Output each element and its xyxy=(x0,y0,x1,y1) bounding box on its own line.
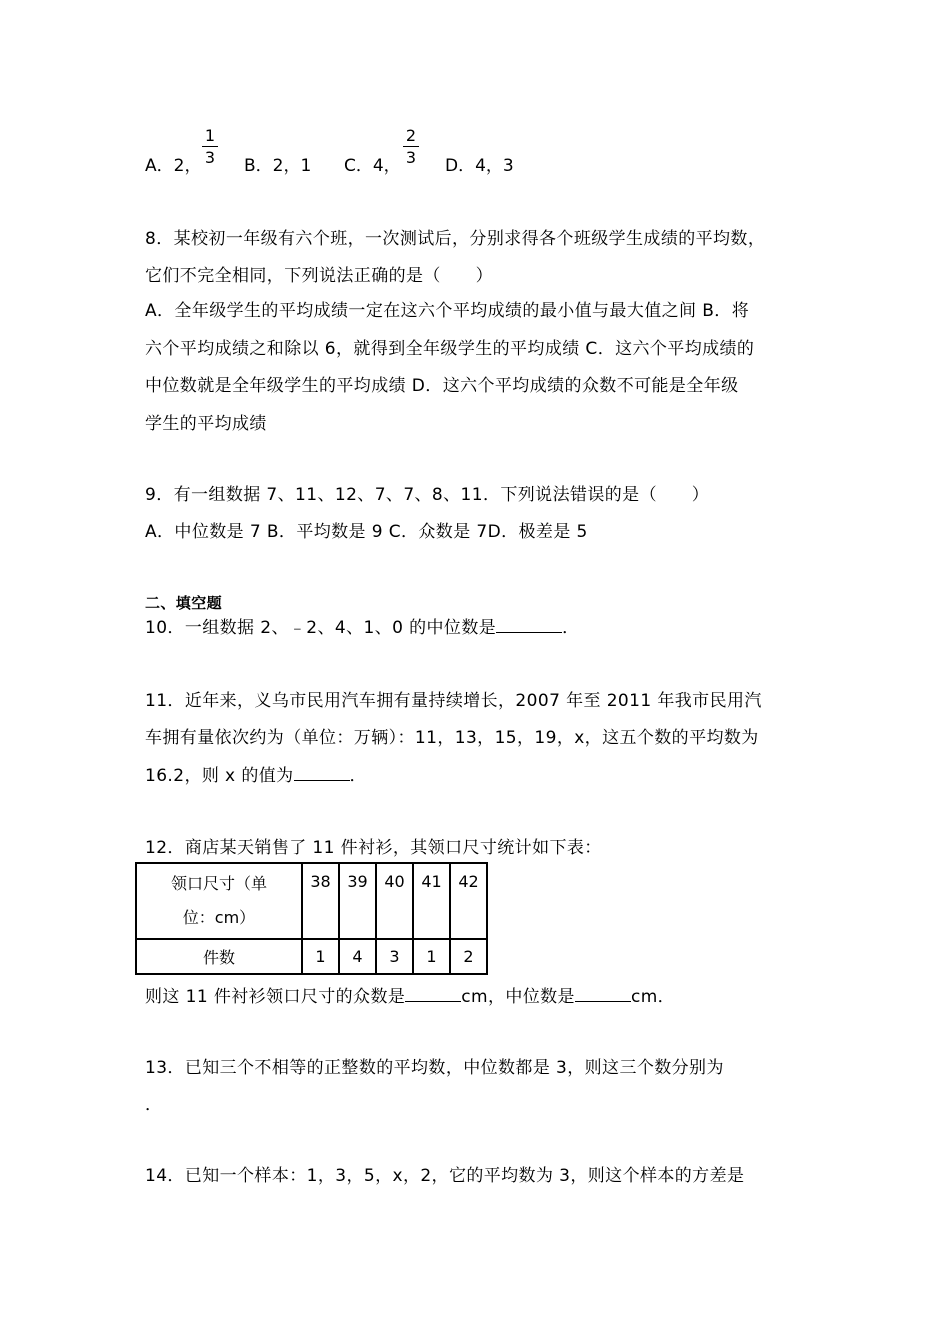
answer-blank xyxy=(575,987,631,1002)
section-title: 二、填空题 xyxy=(145,594,223,612)
q8-line-1: 8．某校初一年级有六个班，一次测试后，分别求得各个班级学生成绩的平均数， xyxy=(145,229,766,249)
q14-line-1: 14．已知一个样本：1，3，5，x，2，它的平均数为 3，则这个样本的方差是 xyxy=(145,1166,745,1186)
q12-question-end: cm． xyxy=(630,987,676,1007)
q8-line-2: 它们不完全相同，下列说法正确的是（ ） xyxy=(145,266,493,286)
table-header-size xyxy=(136,863,302,939)
table-cell-size: 42 xyxy=(450,863,487,939)
question-10 xyxy=(145,613,580,638)
q11-line-2: 车拥有量依次约为（单位：万辆）：11，13，15，19，x，这五个数的平均数为 xyxy=(145,728,759,748)
q13-line-2: ． xyxy=(145,1095,163,1115)
table-cell-size: 38 xyxy=(302,863,339,939)
q9-line-2: A．中位数是 7 B．平均数是 9 C．众数是 7D．极差是 5 xyxy=(145,522,588,542)
table-header-size-line-2: 位：cm） xyxy=(182,908,256,927)
q11-line-3 xyxy=(145,761,367,786)
fraction-bar xyxy=(403,146,419,147)
collar-size-table xyxy=(135,862,488,975)
fraction-numerator: 2 xyxy=(405,126,417,145)
table-row xyxy=(136,863,487,939)
q8-line-6: 学生的平均成绩 xyxy=(145,414,267,434)
table-cell-size: 41 xyxy=(413,863,450,939)
table-cell-size: 39 xyxy=(339,863,376,939)
q9-line-1: 9．有一组数据 7、11、12、7、7、8、11．下列说法错误的是（ ） xyxy=(145,485,710,505)
q7-option-a: A．2， xyxy=(145,156,202,176)
q7-option-a-fraction xyxy=(201,126,219,167)
answer-blank xyxy=(405,987,461,1002)
q10-text: 10．一组数据 2、﹣2、4、1、0 的中位数是 xyxy=(145,618,497,638)
q7-option-c-fraction xyxy=(402,126,420,167)
q12-intro: 12．商店某天销售了 11 件衬衫，其领口尺寸统计如下表： xyxy=(145,838,602,858)
q7-option-b: B．2，1 xyxy=(244,156,312,176)
q7-option-d: D．4，3 xyxy=(445,156,514,176)
q11-line-3-text: 16.2，则 x 的值为 xyxy=(145,766,294,786)
table-cell-count: 3 xyxy=(376,939,413,974)
q10-end: ． xyxy=(562,618,580,638)
answer-blank xyxy=(294,766,350,781)
table-header-count: 件数 xyxy=(136,939,302,974)
q12-question-mid: cm，中位数是 xyxy=(461,987,575,1007)
q7-option-c: C．4， xyxy=(344,156,401,176)
table-cell-count: 1 xyxy=(413,939,450,974)
table-cell-size: 40 xyxy=(376,863,413,939)
fraction-numerator: 1 xyxy=(204,126,216,145)
fraction-bar xyxy=(202,146,218,147)
fraction-denominator: 3 xyxy=(405,148,417,167)
q12-question xyxy=(145,982,675,1007)
q11-line-3-end: ． xyxy=(349,766,367,786)
answer-blank xyxy=(496,618,562,633)
table-cell-count: 4 xyxy=(339,939,376,974)
q12-question-text: 则这 11 件衬衫领口尺寸的众数是 xyxy=(145,987,406,1007)
fraction-denominator: 3 xyxy=(204,148,216,167)
q11-line-1: 11．近年来，义乌市民用汽车拥有量持续增长，2007 年至 2011 年我市民用汽 xyxy=(145,691,762,711)
table-cell-count: 1 xyxy=(302,939,339,974)
table-header-size-line-1: 领口尺寸（单 xyxy=(170,874,267,893)
q8-line-3: A．全年级学生的平均成绩一定在这六个平均成绩的最小值与最大值之间 B．将 xyxy=(145,301,750,321)
q8-line-5: 中位数就是全年级学生的平均成绩 D．这六个平均成绩的众数不可能是全年级 xyxy=(145,376,739,396)
table-row xyxy=(136,939,487,974)
q8-line-4: 六个平均成绩之和除以 6，就得到全年级学生的平均成绩 C．这六个平均成绩的 xyxy=(145,339,755,359)
q13-line-1: 13．已知三个不相等的正整数的平均数，中位数都是 3，则这三个数分别为 xyxy=(145,1058,724,1078)
table-cell-count: 2 xyxy=(450,939,487,974)
